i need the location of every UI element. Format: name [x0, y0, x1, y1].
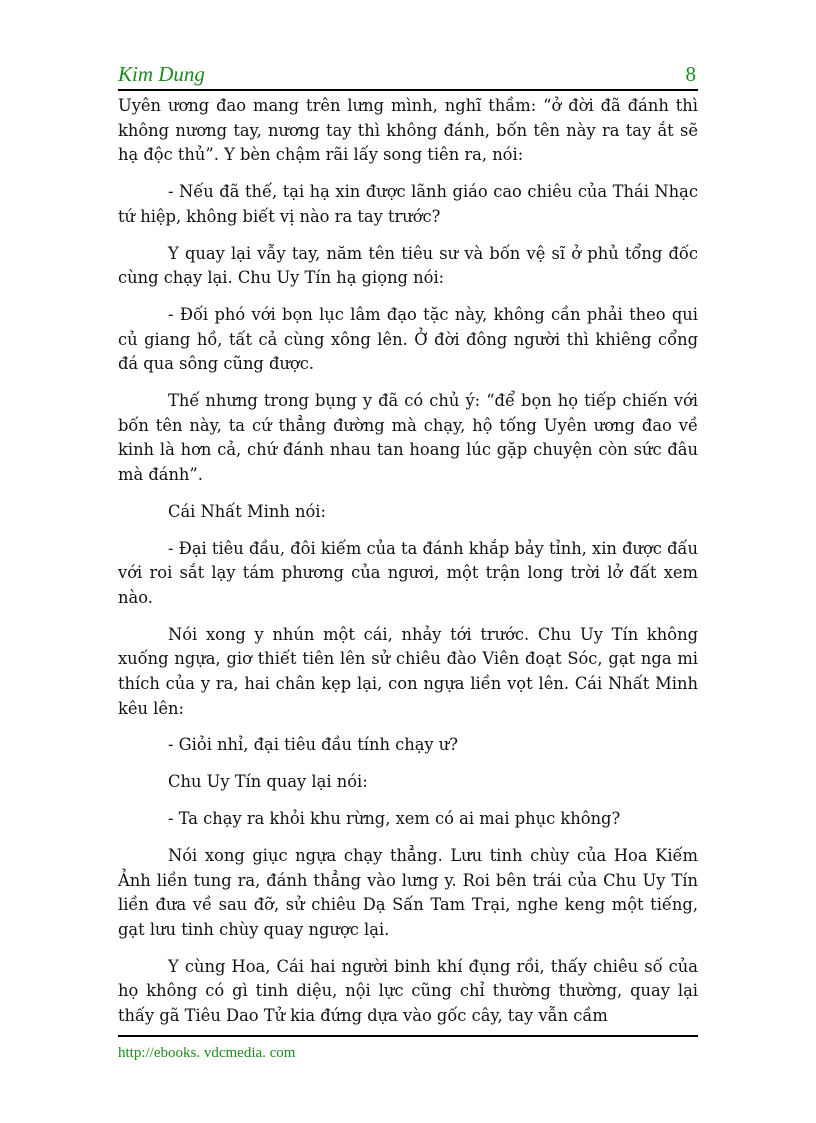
page-number: 8: [685, 62, 696, 86]
header-divider: [118, 89, 698, 91]
header-author: Kim Dung: [118, 62, 205, 86]
paragraph: Uyên ương đao mang trên lưng mình, nghĩ thầm: “ở đời đã đánh thì không nương tay, nương tay thì không đánh, bốn tên này ra tay ắt sẽ hạ độc thủ”. Y bèn chậm rãi lấy song tiên ra, nói:: [118, 96, 698, 165]
footer-divider: [118, 1035, 698, 1037]
paragraph: Nói xong giục ngựa chạy thẳng. Lưu tinh chùy của Hoa Kiếm Ảnh liền tung ra, đánh thẳng vào lưng y. Roi bên trái của Chu Uy Tín liền đưa về sau đỡ, sử chiêu Dạ Sấn Tam Trại, nghe keng một tiếng, gạt lưu tinh chùy quay ngược lại.: [118, 846, 698, 939]
paragraph: - Giỏi nhỉ, đại tiêu đầu tính chạy ư?: [168, 735, 459, 755]
paragraph: Chu Uy Tín quay lại nói:: [168, 772, 368, 792]
footer-source-link[interactable]: http://ebooks. vdcmedia. com: [118, 1045, 296, 1061]
paragraph: - Đối phó với bọn lục lâm đạo tặc này, không cần phải theo qui củ giang hồ, tất cả cùng xông lên. Ở đời đông người thì khiêng cổng đá qua sông cũng được.: [118, 305, 698, 374]
paragraph: - Đại tiêu đầu, đôi kiếm của ta đánh khắp bảy tỉnh, xin được đấu với roi sắt lạy tám phương của ngươi, một trận long trời lở đất xem nào.: [118, 538, 698, 607]
page-header: [118, 60, 698, 88]
paragraph: Thế nhưng trong bụng y đã có chủ ý: “để bọn họ tiếp chiến với bốn tên này, ta cứ thẳng đường mà chạy, hộ tống Uyên ương đao về kinh là hơn cả, chứ đánh nhau tan hoang lúc gặp chuyện còn sức đâu mà đánh”.: [118, 391, 698, 484]
paragraph: - Nếu đã thế, tại hạ xin được lãnh giáo cao chiêu của Thái Nhạc tứ hiệp, không biết vị nào ra tay trước?: [118, 182, 698, 226]
paragraph: - Ta chạy ra khỏi khu rừng, xem có ai mai phục không?: [168, 809, 621, 829]
paragraph: Y cùng Hoa, Cái hai người binh khí đụng rồi, thấy chiêu số của họ không có gì tinh diệu, nội lực cũng chỉ thường thường, quay lại thấy gã Tiêu Dao Tử kia đứng dựa vào gốc cây, tay vẫn cầm: [118, 956, 698, 1025]
paragraph: Y quay lại vẫy tay, năm tên tiêu sư và bốn vệ sĩ ở phủ tổng đốc cùng chạy lại. Chu Uy Tín hạ giọng nói:: [118, 243, 698, 288]
paragraph: Cái Nhất Minh nói:: [168, 501, 326, 521]
paragraph: Nói xong y nhún một cái, nhảy tới trước. Chu Uy Tín không xuống ngựa, giơ thiết tiên lên sử chiêu đào Viên đoạt Sóc, gạt nga mi thích của y ra, hai chân kẹp lại, con ngựa liền vọt lên. Cái Nhất Minh kêu lên:: [118, 624, 698, 718]
chapter-body: [118, 94, 698, 1041]
